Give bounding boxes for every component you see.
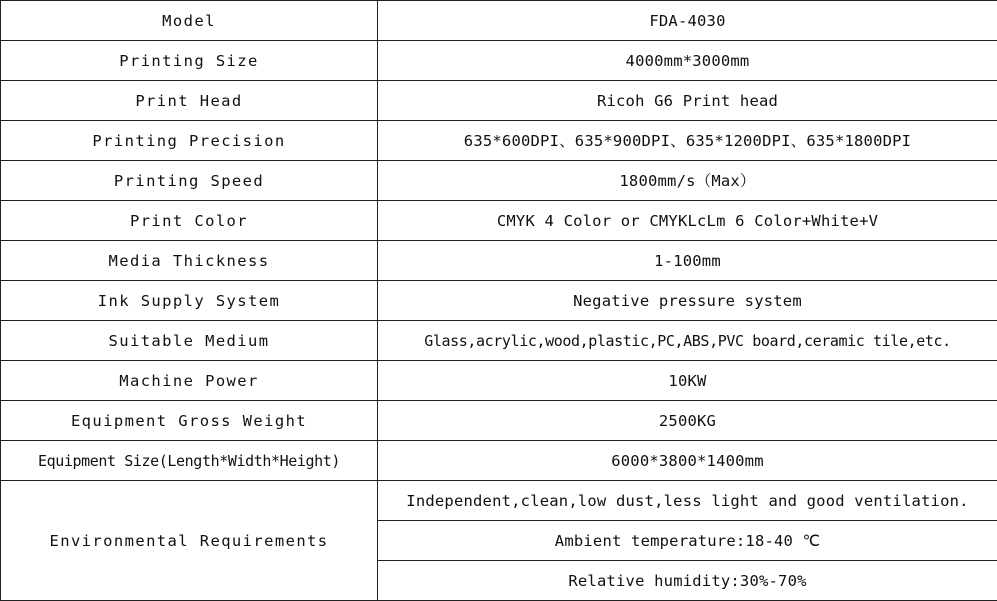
spec-value-gross-weight: 2500KG xyxy=(378,401,997,441)
table-row xyxy=(1,321,997,361)
spec-label-machine-power: Machine Power xyxy=(1,361,378,401)
spec-label-equipment-size: Equipment Size(Length*Width*Height) xyxy=(1,441,378,481)
spec-label-printing-speed: Printing Speed xyxy=(1,161,378,201)
spec-label-ink-supply-system: Ink Supply System xyxy=(1,281,378,321)
table-row xyxy=(1,161,997,201)
spec-label-gross-weight: Equipment Gross Weight xyxy=(1,401,378,441)
spec-value-suitable-medium: Glass,acrylic,wood,plastic,PC,ABS,PVC board,ceramic tile,etc. xyxy=(378,321,997,361)
spec-label-printing-size: Printing Size xyxy=(1,41,378,81)
table-row xyxy=(1,1,997,41)
table-row xyxy=(1,81,997,121)
spec-label-print-color: Print Color xyxy=(1,201,378,241)
spec-value-printing-precision: 635*600DPI、635*900DPI、635*1200DPI、635*1800DPI xyxy=(378,121,997,161)
spec-value-printing-speed: 1800mm/s（Max） xyxy=(378,161,997,201)
spec-value-machine-power: 10KW xyxy=(378,361,997,401)
spec-value-ink-supply-system: Negative pressure system xyxy=(378,281,997,321)
spec-label-media-thickness: Media Thickness xyxy=(1,241,378,281)
spec-value-ambient-temperature: Ambient temperature:18-40 ℃ xyxy=(378,521,997,561)
table-row xyxy=(1,481,997,521)
table-row xyxy=(1,121,997,161)
spec-value-relative-humidity: Relative humidity:30%-70% xyxy=(378,561,997,601)
table-row xyxy=(1,281,997,321)
spec-label-print-head: Print Head xyxy=(1,81,378,121)
table-row xyxy=(1,361,997,401)
spec-value-print-head: Ricoh G6 Print head xyxy=(378,81,997,121)
spec-value-environment-general: Independent,clean,low dust,less light and good ventilation. xyxy=(378,481,997,521)
table-row xyxy=(1,401,997,441)
spec-value-print-color: CMYK 4 Color or CMYKLcLm 6 Color+White+V xyxy=(378,201,997,241)
spec-label-model: Model xyxy=(1,1,378,41)
spec-value-media-thickness: 1-100mm xyxy=(378,241,997,281)
spec-label-suitable-medium: Suitable Medium xyxy=(1,321,378,361)
spec-value-model: FDA-4030 xyxy=(378,1,997,41)
table-row xyxy=(1,201,997,241)
spec-label-environmental-requirements: Environmental Requirements xyxy=(1,481,378,601)
spec-value-printing-size: 4000mm*3000mm xyxy=(378,41,997,81)
table-row xyxy=(1,241,997,281)
spec-label-printing-precision: Printing Precision xyxy=(1,121,378,161)
table-row xyxy=(1,441,997,481)
spec-value-equipment-size: 6000*3800*1400mm xyxy=(378,441,997,481)
table-row xyxy=(1,41,997,81)
